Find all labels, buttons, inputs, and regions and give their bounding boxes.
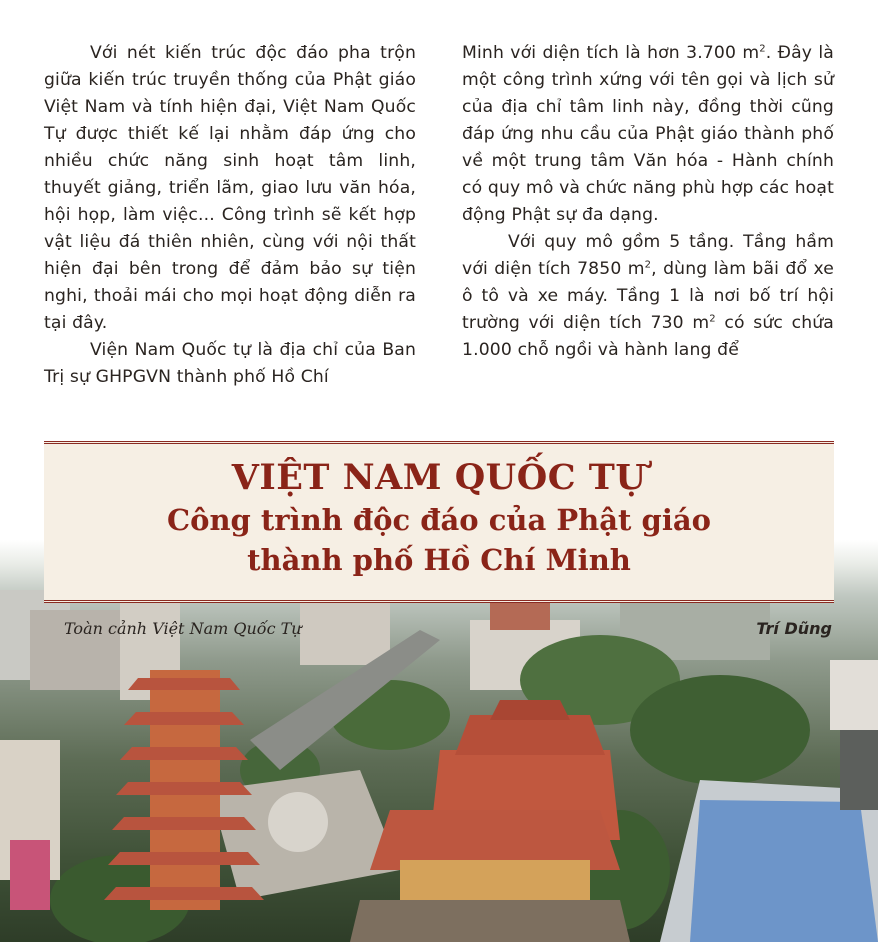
author-name: Trí Dũng <box>756 619 832 638</box>
left-column <box>44 40 416 391</box>
text-run: có sức chứa 1.000 chỗ ngồi và hành lang để <box>462 313 834 360</box>
text-run: Với quy mô gồm 5 tầng. Tầng hầm với diện tích 7850 m <box>462 232 834 279</box>
article-subtitle-line1: Công trình độc đáo của Phật giáo <box>167 503 711 537</box>
article-title: VIỆT NAM QUỐC TỰ <box>231 457 647 498</box>
superscript: 2 <box>644 259 652 271</box>
right-column <box>462 40 834 364</box>
text-run: , dùng làm bãi đổ xe ô tô và xe máy. Tầng 1 là nơi bố trí hội trường với diện tích 730 m <box>462 259 834 333</box>
article-subtitle-line2: thành phố Hồ Chí Minh <box>247 543 631 577</box>
superscript: 2 <box>709 313 716 325</box>
text-run: Minh với diện tích là hơn 3.700 m <box>462 43 760 63</box>
text-run: . Đây là một công trình xứng với tên gọi và lịch sử của địa chỉ tâm linh này, đồng thời cũng đáp ứng nhu cầu của Phật giáo thành phố về một trung tâm Văn hóa - Hành chính có quy mô và chức năng phù hợp các hoạt động Phật sự đa dạng. <box>462 43 834 225</box>
superscript: 2 <box>759 43 766 55</box>
paragraph <box>462 229 834 364</box>
paragraph: Viện Nam Quốc tự là địa chỉ của Ban Trị sự GHPGVN thành phố Hồ Chí <box>44 340 416 387</box>
paragraph <box>462 40 834 229</box>
photo-caption: Toàn cảnh Việt Nam Quốc Tự <box>64 619 302 638</box>
title-banner <box>44 441 834 603</box>
paragraph: Với nét kiến trúc độc đáo pha trộn giữa kiến trúc truyền thống của Phật giáo Việt Nam và tính hiện đại, Việt Nam Quốc Tự được thiết kế lại nhằm đáp ứng cho nhiều chức năng sinh hoạt tâm linh, thuyết giảng, triển lãm, giao lưu văn hóa, hội họp, làm việc... Công trình sẽ kết hợp vật liệu đá thiên nhiên, cùng với nội thất hiện đại bên trong để đảm bảo sự tiện nghi, thoải mái cho mọi hoạt động diễn ra tại đây. <box>44 43 416 333</box>
